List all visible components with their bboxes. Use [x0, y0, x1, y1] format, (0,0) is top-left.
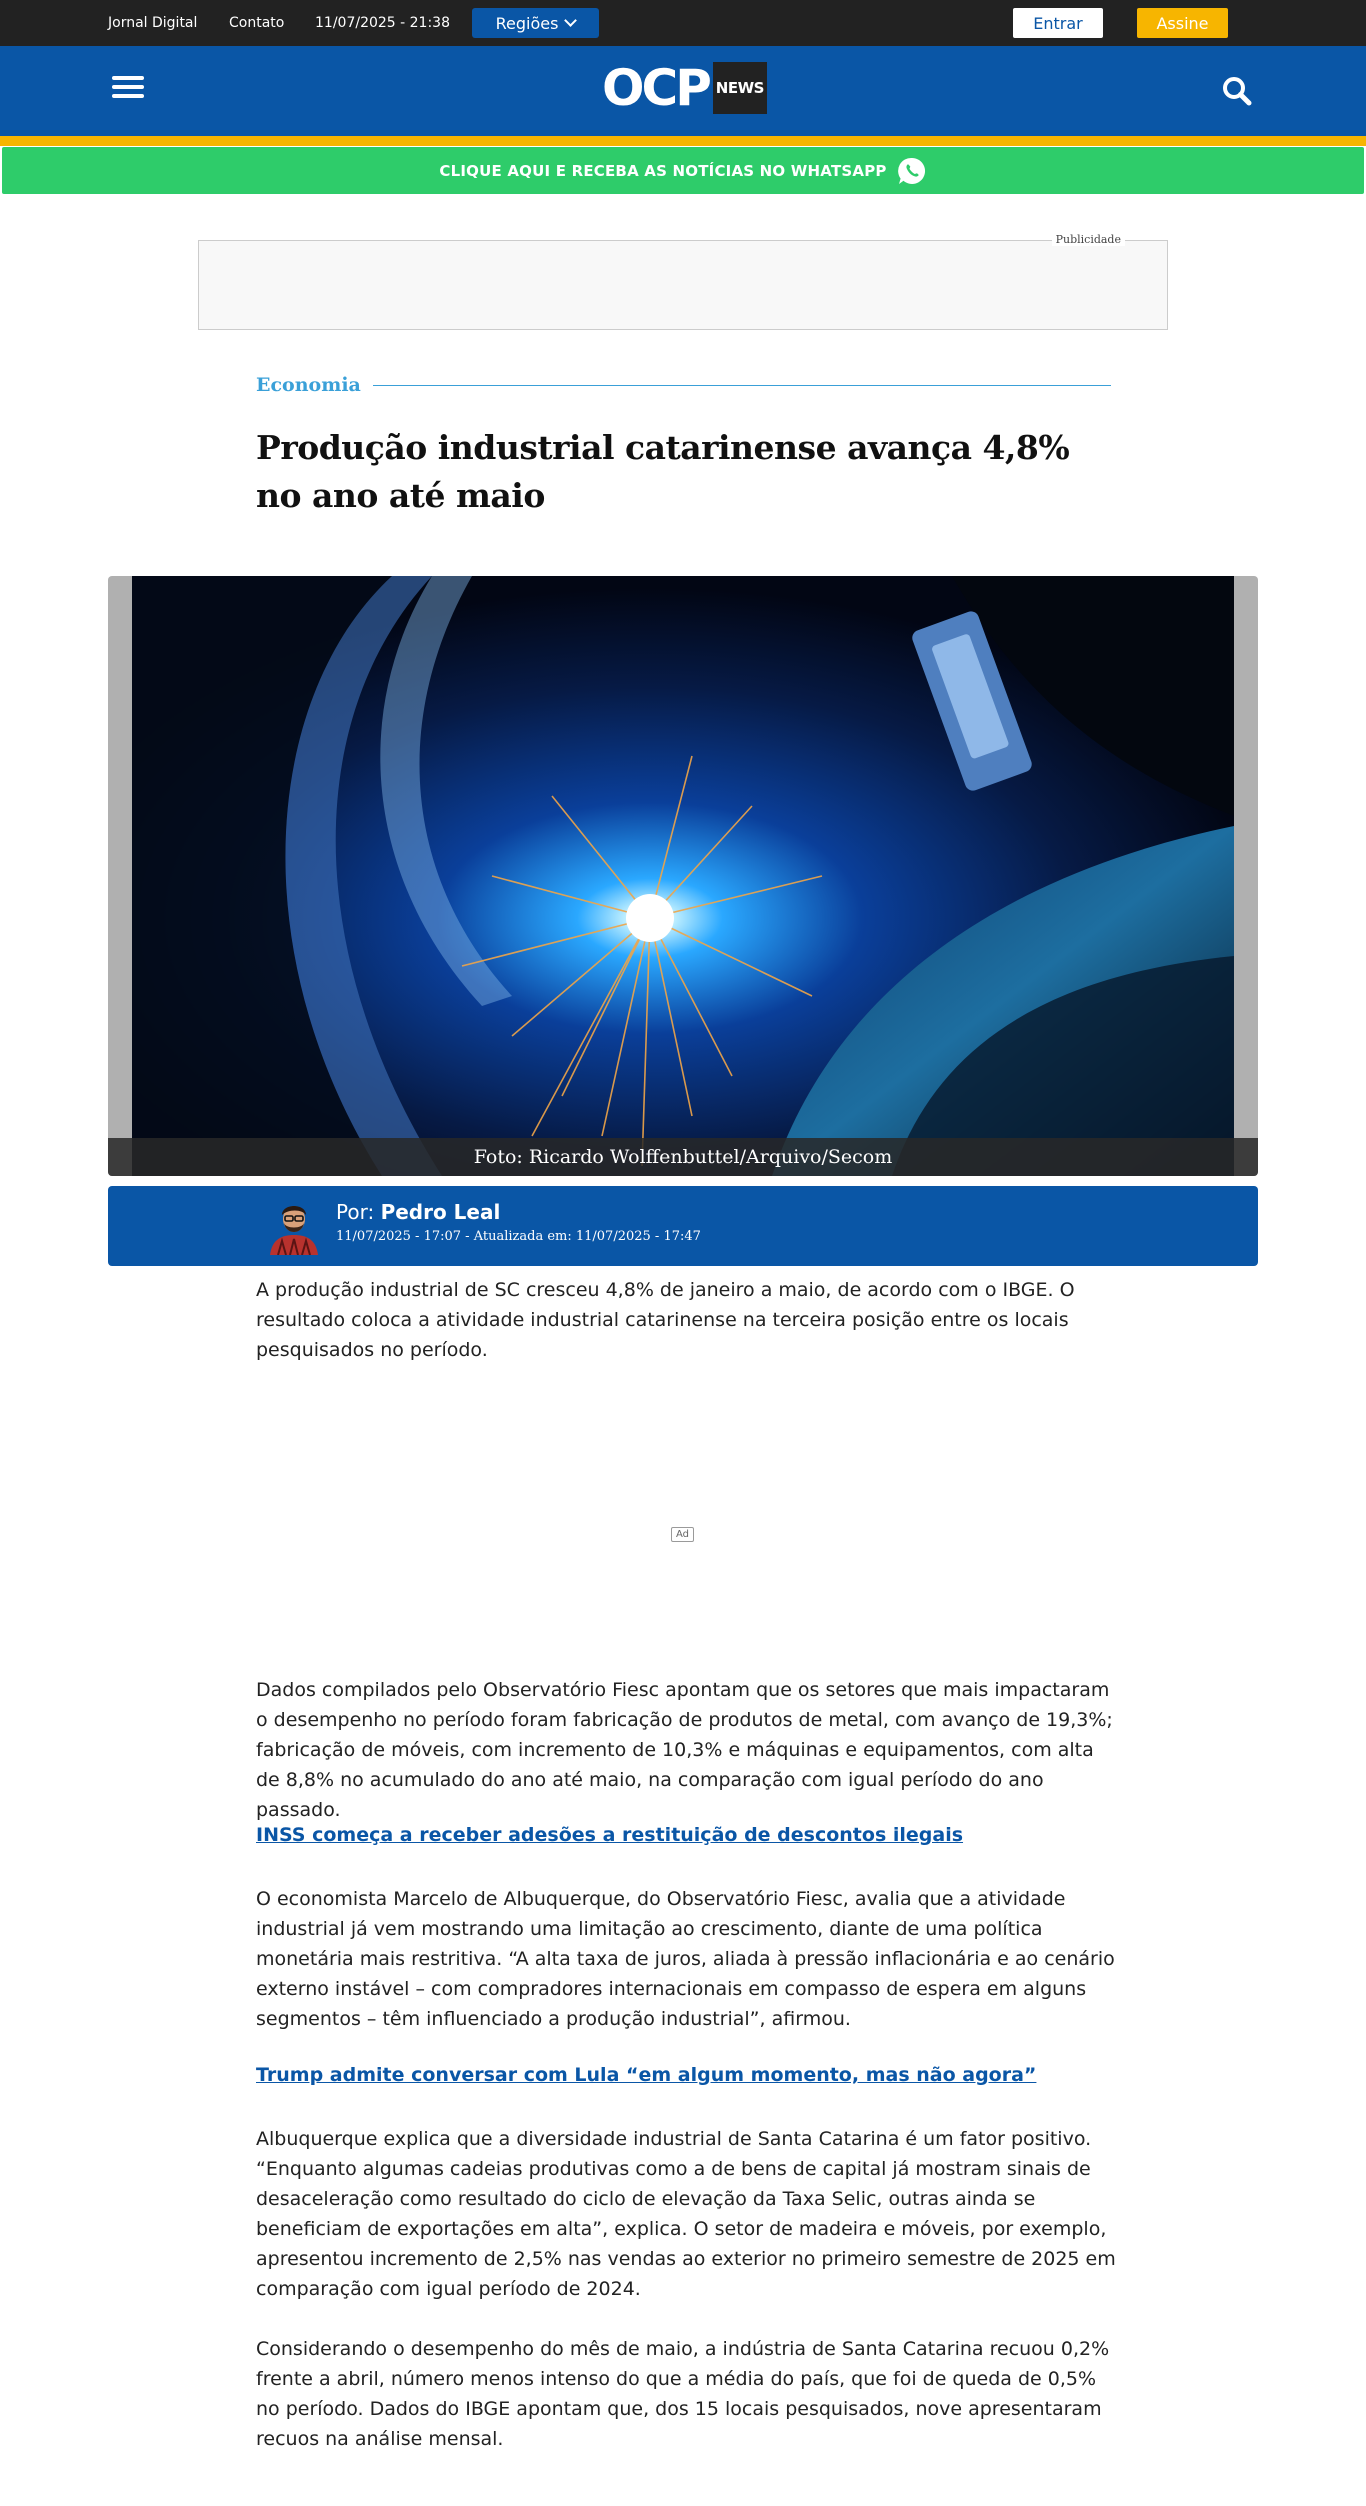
author-byline: [336, 1200, 500, 1224]
article-paragraph: O economista Marcelo de Albuquerque, do Observatório Fiesc, avalia que a atividade industrial já vem mostrando uma limitação ao crescimento, diante de uma política monetária mais restritiva. “A alta taxa de juros, aliada à pressão inflacionária e ao cenário externo instável – com compradores internacionais em compasso de espera em alguns segmentos – têm influenciado a produção industrial”, afirmou.: [256, 1888, 1115, 2030]
publicidade-label: Publicidade: [1052, 233, 1125, 246]
author-prefix: Por:: [336, 1200, 375, 1224]
author-name[interactable]: Pedro Leal: [380, 1200, 501, 1224]
article-paragraph: A produção industrial de SC cresceu 4,8% de janeiro a maio, de acordo com o IBGE. O resultado coloca a atividade industrial catarinense na terceira posição entre os locais pesquisados no período.: [256, 1279, 1075, 1361]
category-link[interactable]: Economia: [256, 374, 361, 396]
category-divider: [373, 385, 1111, 386]
article-title: Produção industrial catarinense avança 4,8% no ano até maio: [256, 428, 1070, 515]
whatsapp-icon: [897, 156, 927, 186]
site-logo[interactable]: [602, 59, 767, 117]
regioes-dropdown[interactable]: [472, 8, 599, 38]
search-icon[interactable]: [1222, 76, 1252, 106]
top-bar: [0, 0, 1366, 46]
whatsapp-banner-label: CLIQUE AQUI E RECEBA AS NOTÍCIAS NO WHATSAPP: [439, 161, 887, 180]
header-accent-stripe: [0, 136, 1366, 146]
photo-caption-bar: [108, 1138, 1258, 1176]
article-dates: 11/07/2025 - 17:07 - Atualizada em: 11/07/2025 - 17:47: [336, 1229, 701, 1244]
current-datetime: 11/07/2025 - 21:38: [315, 15, 450, 31]
regioes-label: Regiões: [495, 13, 559, 33]
inline-ad-tag[interactable]: Ad: [671, 1527, 694, 1542]
advertisement-banner[interactable]: [198, 233, 1168, 330]
contato-link[interactable]: Contato: [229, 15, 285, 31]
related-article-link[interactable]: Trump admite conversar com Lula “em algum momento, mas não agora”: [256, 2064, 1037, 2086]
author-avatar[interactable]: [264, 1195, 324, 1255]
logo-text: OCP: [602, 59, 709, 117]
article-paragraph: Dados compilados pelo Observatório Fiesc apontam que os setores que mais impactaram o desempenho no período foram fabricação de produtos de metal, com avanço de 19,3%; fabricação de móveis, com incremento de 10,3% e máquinas e equipamentos, com alta de 8,8% no acumulado do ano até maio, na comparação com igual período do ano passado.: [256, 1679, 1113, 1821]
article-photo-frame: [108, 576, 1258, 1176]
hamburger-menu-icon[interactable]: [112, 76, 144, 102]
jornal-digital-link[interactable]: Jornal Digital: [108, 15, 198, 31]
article-paragraph: Albuquerque explica que a diversidade industrial de Santa Catarina é um fator positivo. “Enquanto algumas cadeias produtivas como a de bens de capital já mostram sinais de desaceleração como resultado do ciclo de elevação da Taxa Selic, outras ainda se beneficiam de exportações em alta”, explica. O setor de madeira e móveis, por exemplo, apresentou incremento de 2,5% nas vendas ao exterior no primeiro semestre de 2025 em comparação com igual período de 2024.: [256, 2128, 1116, 2300]
article-category: [256, 372, 1111, 398]
photo-caption: Foto: Ricardo Wolffenbuttel/Arquivo/Secom: [473, 1146, 893, 1168]
assine-button[interactable]: Assine: [1137, 8, 1228, 38]
chevron-down-icon: [565, 14, 578, 27]
related-article-link[interactable]: INSS começa a receber adesões a restituição de descontos ilegais: [256, 1824, 964, 1846]
article-paragraph: Considerando o desempenho do mês de maio, a indústria de Santa Catarina recuou 0,2% frente a abril, número menos intenso do que a média do país, que foi de queda de 0,5% no período. Dados do IBGE apontam que, dos 15 locais pesquisados, nove apresentaram recuos na análise mensal.: [256, 2338, 1110, 2450]
welding-photo[interactable]: [132, 576, 1234, 1176]
logo-news-badge: NEWS: [713, 62, 767, 114]
entrar-button[interactable]: Entrar: [1013, 8, 1103, 38]
whatsapp-banner[interactable]: [2, 147, 1364, 194]
author-bar: [108, 1186, 1258, 1266]
